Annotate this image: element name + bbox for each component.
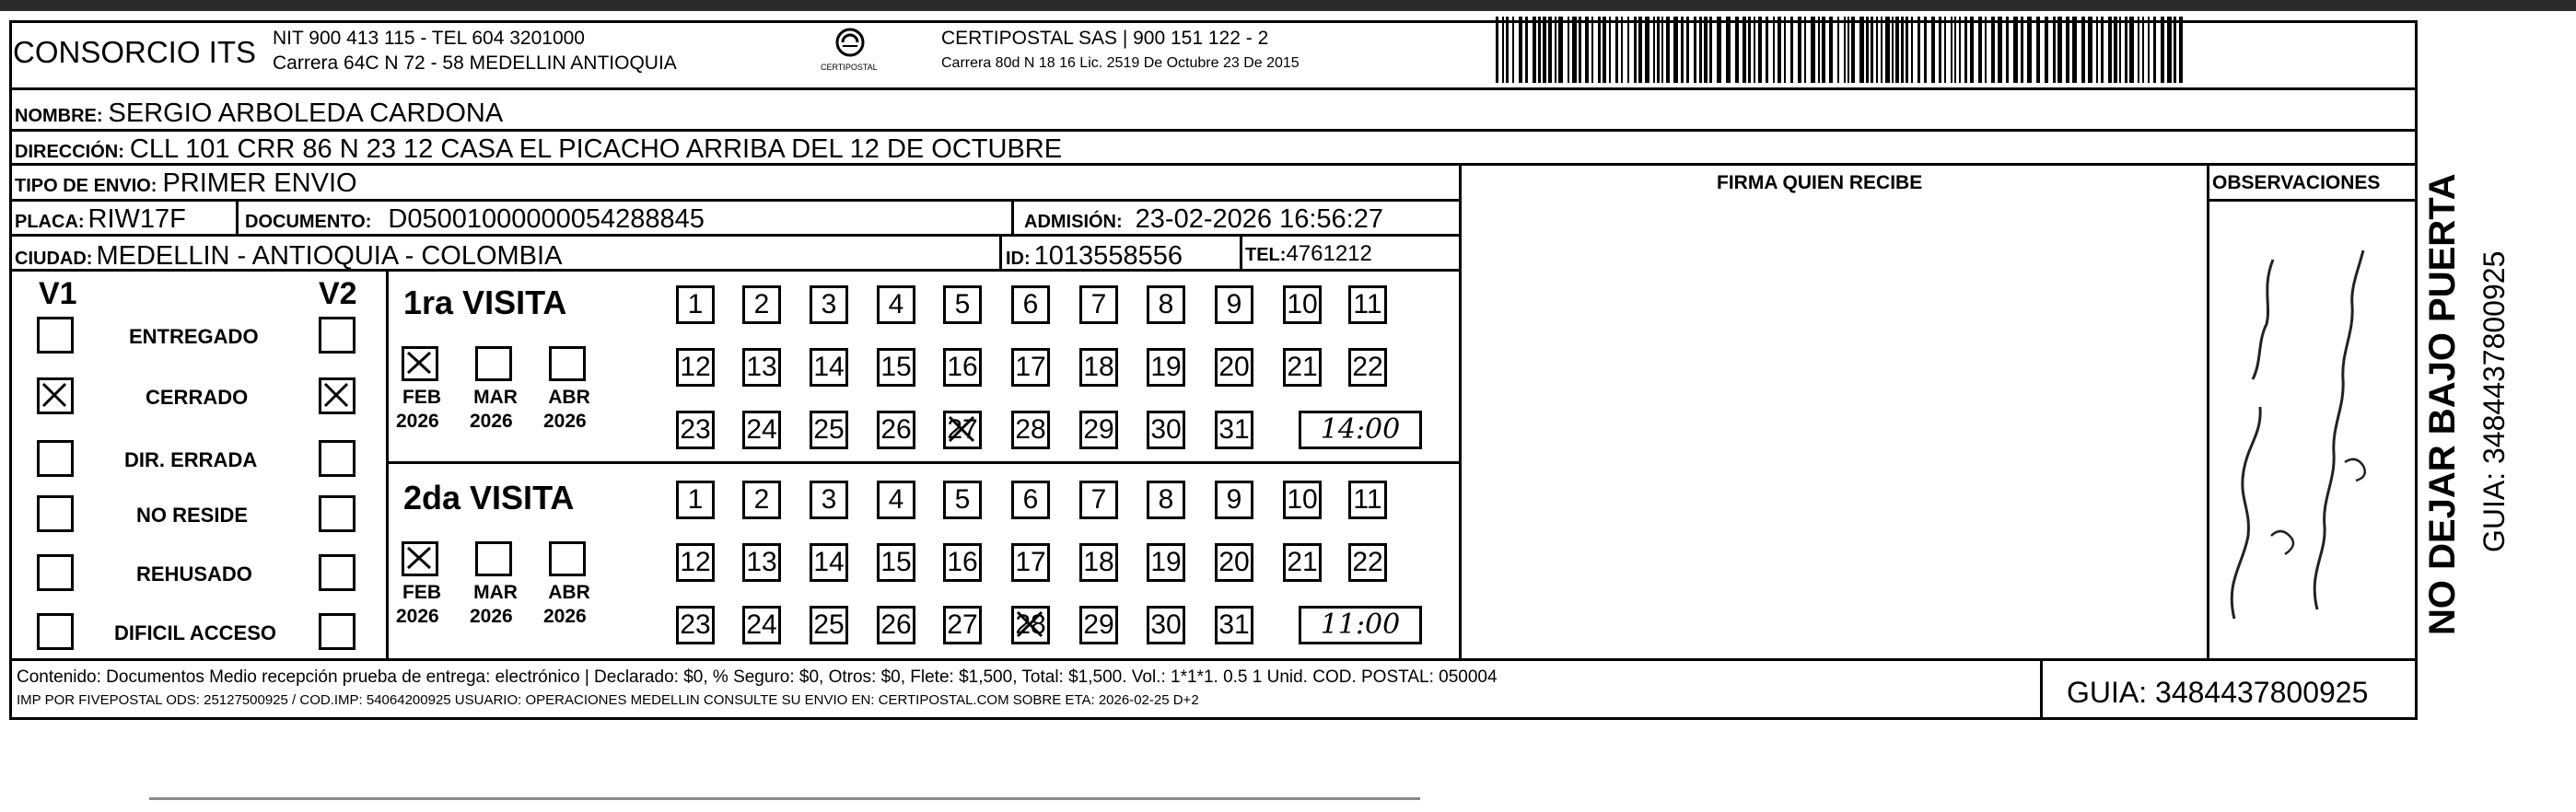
day-box: [1147, 543, 1185, 582]
day-number: 15: [880, 547, 912, 577]
day-number: 20: [1218, 352, 1250, 382]
day-box: [1215, 606, 1253, 644]
day-box: [943, 285, 982, 324]
day-box: [810, 285, 848, 324]
day-number: 26: [880, 609, 912, 640]
day-box: [810, 543, 848, 582]
id-label: ID:: [1006, 249, 1031, 269]
tel-label: TEL:: [1245, 245, 1287, 265]
day-box: [676, 348, 715, 387]
direccion-label: DIRECCIÓN:: [15, 142, 124, 162]
day-number: 8: [1158, 484, 1174, 515]
day-box: [1348, 543, 1387, 582]
side-warning: NO DEJAR BAJO PUERTA: [2422, 173, 2463, 635]
day-box: [810, 348, 848, 387]
day-number: 8: [1158, 289, 1174, 319]
day-number: 11: [1353, 484, 1382, 515]
day-number: 9: [1226, 289, 1242, 319]
footer-line1: Contenido: Documentos Medio recepción prueba de entrega: electrónico | Declarado: $0, % Seguro: $0, Otros: $0, Flete: $1,500, Total: $1,500. Vol.: 1*1*1. 0.5 1 Unid. COD. POSTAL: 050004: [17, 667, 1498, 687]
month-checkbox: [402, 541, 438, 576]
day-number: 10: [1287, 484, 1318, 515]
day-number: 27: [947, 609, 978, 640]
day-box: [1147, 481, 1185, 519]
day-box: [1215, 411, 1253, 449]
company-name: CONSORCIO ITS: [13, 35, 257, 69]
day-number: 3: [821, 289, 837, 319]
v1-checkbox: [37, 613, 74, 650]
day-number: 6: [1022, 484, 1039, 515]
day-number: 25: [813, 609, 845, 640]
day-box: [742, 481, 781, 519]
logo-text: CERTIPOSTAL: [821, 63, 878, 72]
footer-guia: GUIA: 3484437800925: [2067, 676, 2369, 709]
day-box: [1348, 348, 1387, 387]
day-box: [943, 348, 982, 387]
day-number: 22: [1352, 352, 1383, 382]
day-box: [1011, 285, 1050, 324]
day-box: [1283, 481, 1322, 519]
month-year: 2026: [543, 411, 587, 432]
v1-label: V1: [39, 276, 77, 311]
month-label: FEB: [402, 387, 441, 408]
admision-label: ADMISIÓN:: [1024, 212, 1123, 232]
month-label: ABR: [548, 582, 590, 603]
month-checkbox: [402, 346, 438, 381]
day-number: 18: [1083, 547, 1114, 577]
month-checkbox: [475, 346, 512, 381]
company-address: Carrera 64C N 72 - 58 MEDELLIN ANTIOQUIA: [273, 52, 677, 74]
placa-value: RIW17F: [87, 204, 186, 234]
day-box: [676, 481, 715, 519]
day-number: 28: [1015, 414, 1046, 445]
status-label: REHUSADO: [136, 563, 252, 586]
day-box: [1079, 481, 1118, 519]
day-box: [1283, 348, 1322, 387]
tel-value: 4761212: [1286, 241, 1372, 266]
day-box: [1079, 411, 1118, 449]
day-box: [810, 606, 848, 644]
day-number: 12: [680, 352, 711, 382]
month-year: 2026: [543, 606, 587, 627]
day-number: 26: [880, 414, 912, 445]
day-box: [676, 285, 715, 324]
day-number: 30: [1150, 414, 1182, 445]
admision-value: 23-02-2026 16:56:27: [1135, 204, 1383, 234]
day-number: 29: [1083, 609, 1114, 640]
day-number: 23: [680, 609, 711, 640]
day-number: 15: [880, 352, 912, 382]
day-box: [877, 348, 915, 387]
month-label: ABR: [548, 387, 590, 408]
day-number: 5: [954, 484, 971, 515]
status-label: ENTREGADO: [129, 325, 259, 348]
observaciones-handwriting: [2207, 232, 2419, 637]
day-box: [1348, 481, 1387, 519]
day-number: 7: [1090, 289, 1107, 319]
v2-label: V2: [319, 276, 357, 311]
v1-checkbox: [37, 554, 74, 591]
day-number: 29: [1083, 414, 1114, 445]
status-label: DIFICIL ACCESO: [114, 621, 277, 644]
day-number: 31: [1218, 609, 1250, 640]
day-number: 24: [746, 609, 777, 640]
day-box: [943, 606, 982, 644]
v2-checkbox: [319, 317, 356, 354]
day-box: [676, 411, 715, 449]
month-year: 2026: [470, 606, 513, 627]
ciudad-label: CIUDAD:: [15, 249, 93, 269]
day-number: 21: [1287, 547, 1318, 577]
nombre-value: SERGIO ARBOLEDA CARDONA: [108, 99, 504, 128]
footer-line2: IMP POR FIVEPOSTAL ODS: 25127500925 / COD.IMP: 54064200925 USUARIO: OPERACIONES MEDELLIN CONSULTE SU ENVIO EN: CERTIPOSTAL.COM SOBRE ETA: 2026-02-25 D+2: [17, 692, 1199, 708]
day-box: [877, 411, 915, 449]
day-box: [1011, 543, 1050, 582]
day-number: 2: [753, 484, 770, 515]
day-number: 2: [753, 289, 770, 319]
certipostal-line: CERTIPOSTAL SAS | 900 151 122 - 2: [941, 28, 1269, 49]
day-box: [1215, 543, 1253, 582]
day-box: [943, 411, 982, 449]
v2-checkbox: [319, 554, 356, 591]
nit-line: NIT 900 413 115 - TEL 604 3201000: [273, 28, 585, 49]
day-number: 23: [680, 414, 711, 445]
firma-label: FIRMA QUIEN RECIBE: [1717, 172, 1923, 193]
day-box: [1348, 285, 1387, 324]
day-number: 13: [746, 547, 777, 577]
day-box: [1079, 348, 1118, 387]
day-box: [943, 543, 982, 582]
day-box: [1011, 348, 1050, 387]
day-number: 18: [1083, 352, 1114, 382]
day-box: [1283, 285, 1322, 324]
day-number: 10: [1287, 289, 1318, 319]
day-number: 19: [1150, 547, 1182, 577]
day-number: 6: [1022, 289, 1039, 319]
v1-checkbox: [37, 317, 74, 354]
v1-checkbox: [37, 495, 74, 532]
month-label: MAR: [473, 582, 518, 603]
status-label: NO RESIDE: [136, 504, 249, 527]
day-box: [1079, 606, 1118, 644]
day-number: 21: [1287, 352, 1318, 382]
day-box: [1011, 481, 1050, 519]
day-box: [1283, 543, 1322, 582]
day-box: [742, 411, 781, 449]
day-number: 7: [1090, 484, 1107, 515]
day-number: 16: [947, 352, 978, 382]
day-box: [1147, 411, 1185, 449]
day-box: [810, 411, 848, 449]
day-number: 12: [680, 547, 711, 577]
visit-title: 1ra VISITA: [403, 284, 567, 321]
day-box: [877, 285, 915, 324]
day-box: [1011, 411, 1050, 449]
certipostal-address: Carrera 80d N 18 16 Lic. 2519 De Octubre 23 De 2015: [941, 55, 1300, 71]
day-number: 17: [1015, 352, 1046, 382]
day-number: 16: [947, 547, 978, 577]
day-box: [676, 606, 715, 644]
tipo-envio-value: PRIMER ENVIO: [162, 168, 357, 198]
day-number: 20: [1218, 547, 1250, 577]
day-number: 11: [1353, 289, 1382, 319]
day-number: 13: [746, 352, 777, 382]
day-box: [1079, 543, 1118, 582]
day-box: [877, 481, 915, 519]
status-label: DIR. ERRADA: [124, 448, 258, 471]
time-box: [1299, 411, 1422, 449]
day-box: [742, 606, 781, 644]
visit-time: 11:00: [1320, 609, 1401, 641]
status-label: CERRADO: [146, 386, 249, 409]
visit-time: 14:00: [1320, 413, 1401, 446]
day-box: [1215, 481, 1253, 519]
day-box: [1215, 348, 1253, 387]
month-label: MAR: [473, 387, 518, 408]
day-box: [1147, 285, 1185, 324]
side-guia: GUIA: 3484437800925: [2477, 250, 2511, 552]
month-checkbox: [549, 346, 586, 381]
visit-title: 2da VISITA: [403, 479, 575, 516]
day-number: 28: [1015, 609, 1046, 640]
day-number: 9: [1226, 484, 1242, 515]
day-number: 25: [813, 414, 845, 445]
direccion-value: CLL 101 CRR 86 N 23 12 CASA EL PICACHO ARRIBA DEL 12 DE OCTUBRE: [129, 134, 1063, 164]
day-box: [1215, 285, 1253, 324]
v2-checkbox: [319, 377, 356, 414]
v1-checkbox: [37, 377, 74, 414]
day-number: 14: [813, 352, 845, 382]
day-box: [742, 348, 781, 387]
day-box: [943, 481, 982, 519]
day-box: [1147, 606, 1185, 644]
nombre-label: NOMBRE:: [15, 106, 103, 126]
month-year: 2026: [396, 411, 439, 432]
ciudad-value: MEDELLIN - ANTIOQUIA - COLOMBIA: [96, 241, 563, 271]
day-box: [742, 543, 781, 582]
day-number: 31: [1218, 414, 1250, 445]
day-number: 19: [1150, 352, 1182, 382]
placa-label: PLACA:: [15, 212, 85, 232]
day-box: [810, 481, 848, 519]
documento-label: DOCUMENTO:: [245, 212, 372, 232]
observaciones-label: OBSERVACIONES: [2212, 172, 2381, 193]
day-number: 24: [746, 414, 777, 445]
day-number: 27: [947, 414, 978, 445]
day-number: 22: [1352, 547, 1383, 577]
documento-value: D05001000000054288845: [388, 204, 705, 234]
day-box: [742, 285, 781, 324]
top-border-band: [0, 0, 2576, 11]
id-value: 1013558556: [1033, 241, 1183, 271]
bottom-line: [149, 797, 1420, 800]
day-box: [1147, 348, 1185, 387]
day-number: 3: [821, 484, 837, 515]
day-number: 1: [687, 484, 704, 515]
day-box: [676, 543, 715, 582]
day-box: [877, 606, 915, 644]
day-box: [1079, 285, 1118, 324]
time-box: [1299, 606, 1422, 644]
tipo-envio-label: TIPO DE ENVIO:: [15, 176, 157, 196]
day-number: 4: [888, 289, 904, 319]
day-number: 30: [1150, 609, 1182, 640]
day-number: 17: [1015, 547, 1046, 577]
day-number: 1: [687, 289, 704, 319]
day-number: 5: [954, 289, 971, 319]
v2-checkbox: [319, 495, 356, 532]
month-year: 2026: [470, 411, 513, 432]
month-label: FEB: [402, 582, 441, 603]
v2-checkbox: [319, 440, 356, 477]
day-box: [877, 543, 915, 582]
day-number: 4: [888, 484, 904, 515]
v2-checkbox: [319, 613, 356, 650]
month-year: 2026: [396, 606, 439, 627]
v1-checkbox: [37, 440, 74, 477]
day-number: 14: [813, 547, 845, 577]
month-checkbox: [475, 541, 512, 576]
month-checkbox: [549, 541, 586, 576]
day-box: [1011, 606, 1050, 644]
